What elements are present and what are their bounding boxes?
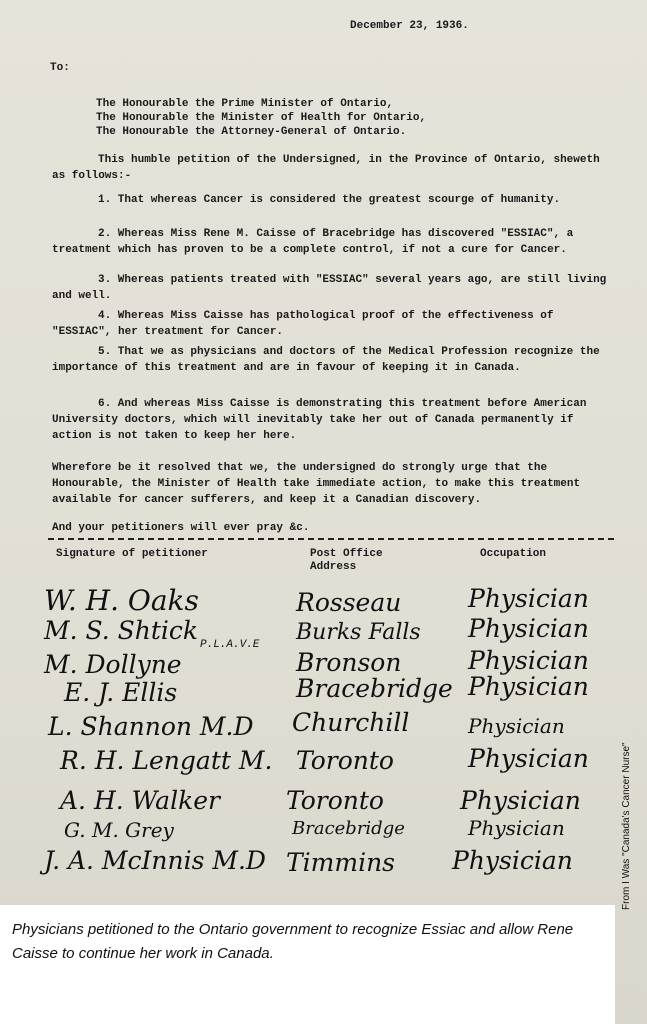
signature-address-7: Toronto [286, 786, 384, 815]
signature-name-6: R. H. Lengatt M. [60, 746, 273, 775]
margin-note: P.L.A.V.E [200, 639, 260, 651]
signature-name-7: A. H. Walker [60, 786, 220, 815]
signature-name-8: G. M. Grey [64, 818, 174, 842]
figure-caption: Physicians petitioned to the Ontario government to recognize Essiac and allow Rene Caisse to continue her work in Canada. [12, 921, 574, 962]
signature-occupation-6: Physician [468, 744, 589, 773]
addressee-2: The Honourable the Minister of Health for Ontario, [96, 112, 427, 124]
resolution: Wherefore be it resolved that we, the undersigned do strongly urge that the Honourable, the Minister of Health take immediate action, to make this treatment available for cancer sufferers, and keep it a Canadian discovery. [52, 462, 581, 506]
signature-name-1: W. H. Oaks [44, 584, 199, 617]
signature-occupation-1: Physician [468, 584, 589, 613]
closing-line: And your petitioners will ever pray &c. [52, 522, 310, 534]
signature-address-5: Churchill [292, 708, 410, 737]
signature-name-5: L. Shannon M.D [48, 712, 254, 741]
signature-address-6: Toronto [296, 746, 394, 775]
signature-name-2: M. S. Shtick [44, 616, 199, 645]
signature-occupation-3: Physician [468, 646, 589, 675]
signature-occupation-7: Physician [460, 786, 581, 815]
signature-occupation-9: Physician [452, 846, 573, 875]
to-label: To: [50, 62, 70, 74]
point-5: 5. That we as physicians and doctors of the Medical Profession recognize the importance of this treatment and are in favour of keeping it in Canada. [52, 346, 600, 374]
point-1: 1. That whereas Cancer is considered the greatest scourge of humanity. [98, 194, 561, 206]
addressee-1: The Honourable the Prime Minister of Ontario, [96, 98, 394, 110]
signature-address-9: Timmins [286, 848, 396, 877]
signature-occupation-8: Physician [468, 816, 565, 840]
signature-address-3: Bronson [296, 648, 402, 677]
column-header-post-office: Post Office Address [310, 548, 383, 573]
signature-address-4: Bracebridge [296, 674, 453, 703]
signature-name-3: M. Dollyne [44, 650, 182, 679]
point-2: 2. Whereas Miss Rene M. Caisse of Bracebridge has discovered "ESSIAC", a treatment which has proven to be a complete control, if not a cure for Cancer. [52, 228, 574, 256]
signature-address-1: Rosseau [296, 588, 402, 617]
signature-name-9: J. A. McInnis M.D [44, 846, 266, 875]
column-header-occupation: Occupation [480, 548, 547, 560]
signature-address-2: Burks Falls [296, 620, 421, 645]
point-6: 6. And whereas Miss Caisse is demonstrating this treatment before American University doctors, which will inevitably take her out of Canada permanently if action is not taken to keep her here. [52, 398, 587, 442]
point-3: 3. Whereas patients treated with "ESSIAC" several years ago, are still living and well. [52, 274, 607, 302]
signature-occupation-2: Physician [468, 614, 589, 643]
signature-address-8: Bracebridge [292, 818, 405, 839]
signature-occupation-4: Physician [468, 672, 589, 701]
source-credit: From I Was "Canada's Cancer Nurse" [621, 742, 632, 910]
petition-intro: This humble petition of the Undersigned, in the Province of Ontario, sheweth as follows:- [52, 154, 600, 182]
column-header-signature: Signature of petitioner [56, 548, 208, 560]
signature-name-4: E. J. Ellis [64, 678, 178, 707]
addressee-3: The Honourable the Attorney-General of Ontario. [96, 126, 407, 138]
dashed-divider [48, 538, 614, 540]
point-4: 4. Whereas Miss Caisse has pathological proof of the effectiveness of "ESSIAC", her treatment for Cancer. [52, 310, 554, 338]
signature-occupation-5: Physician [468, 714, 565, 738]
petition-date: December 23, 1936. [350, 20, 469, 32]
